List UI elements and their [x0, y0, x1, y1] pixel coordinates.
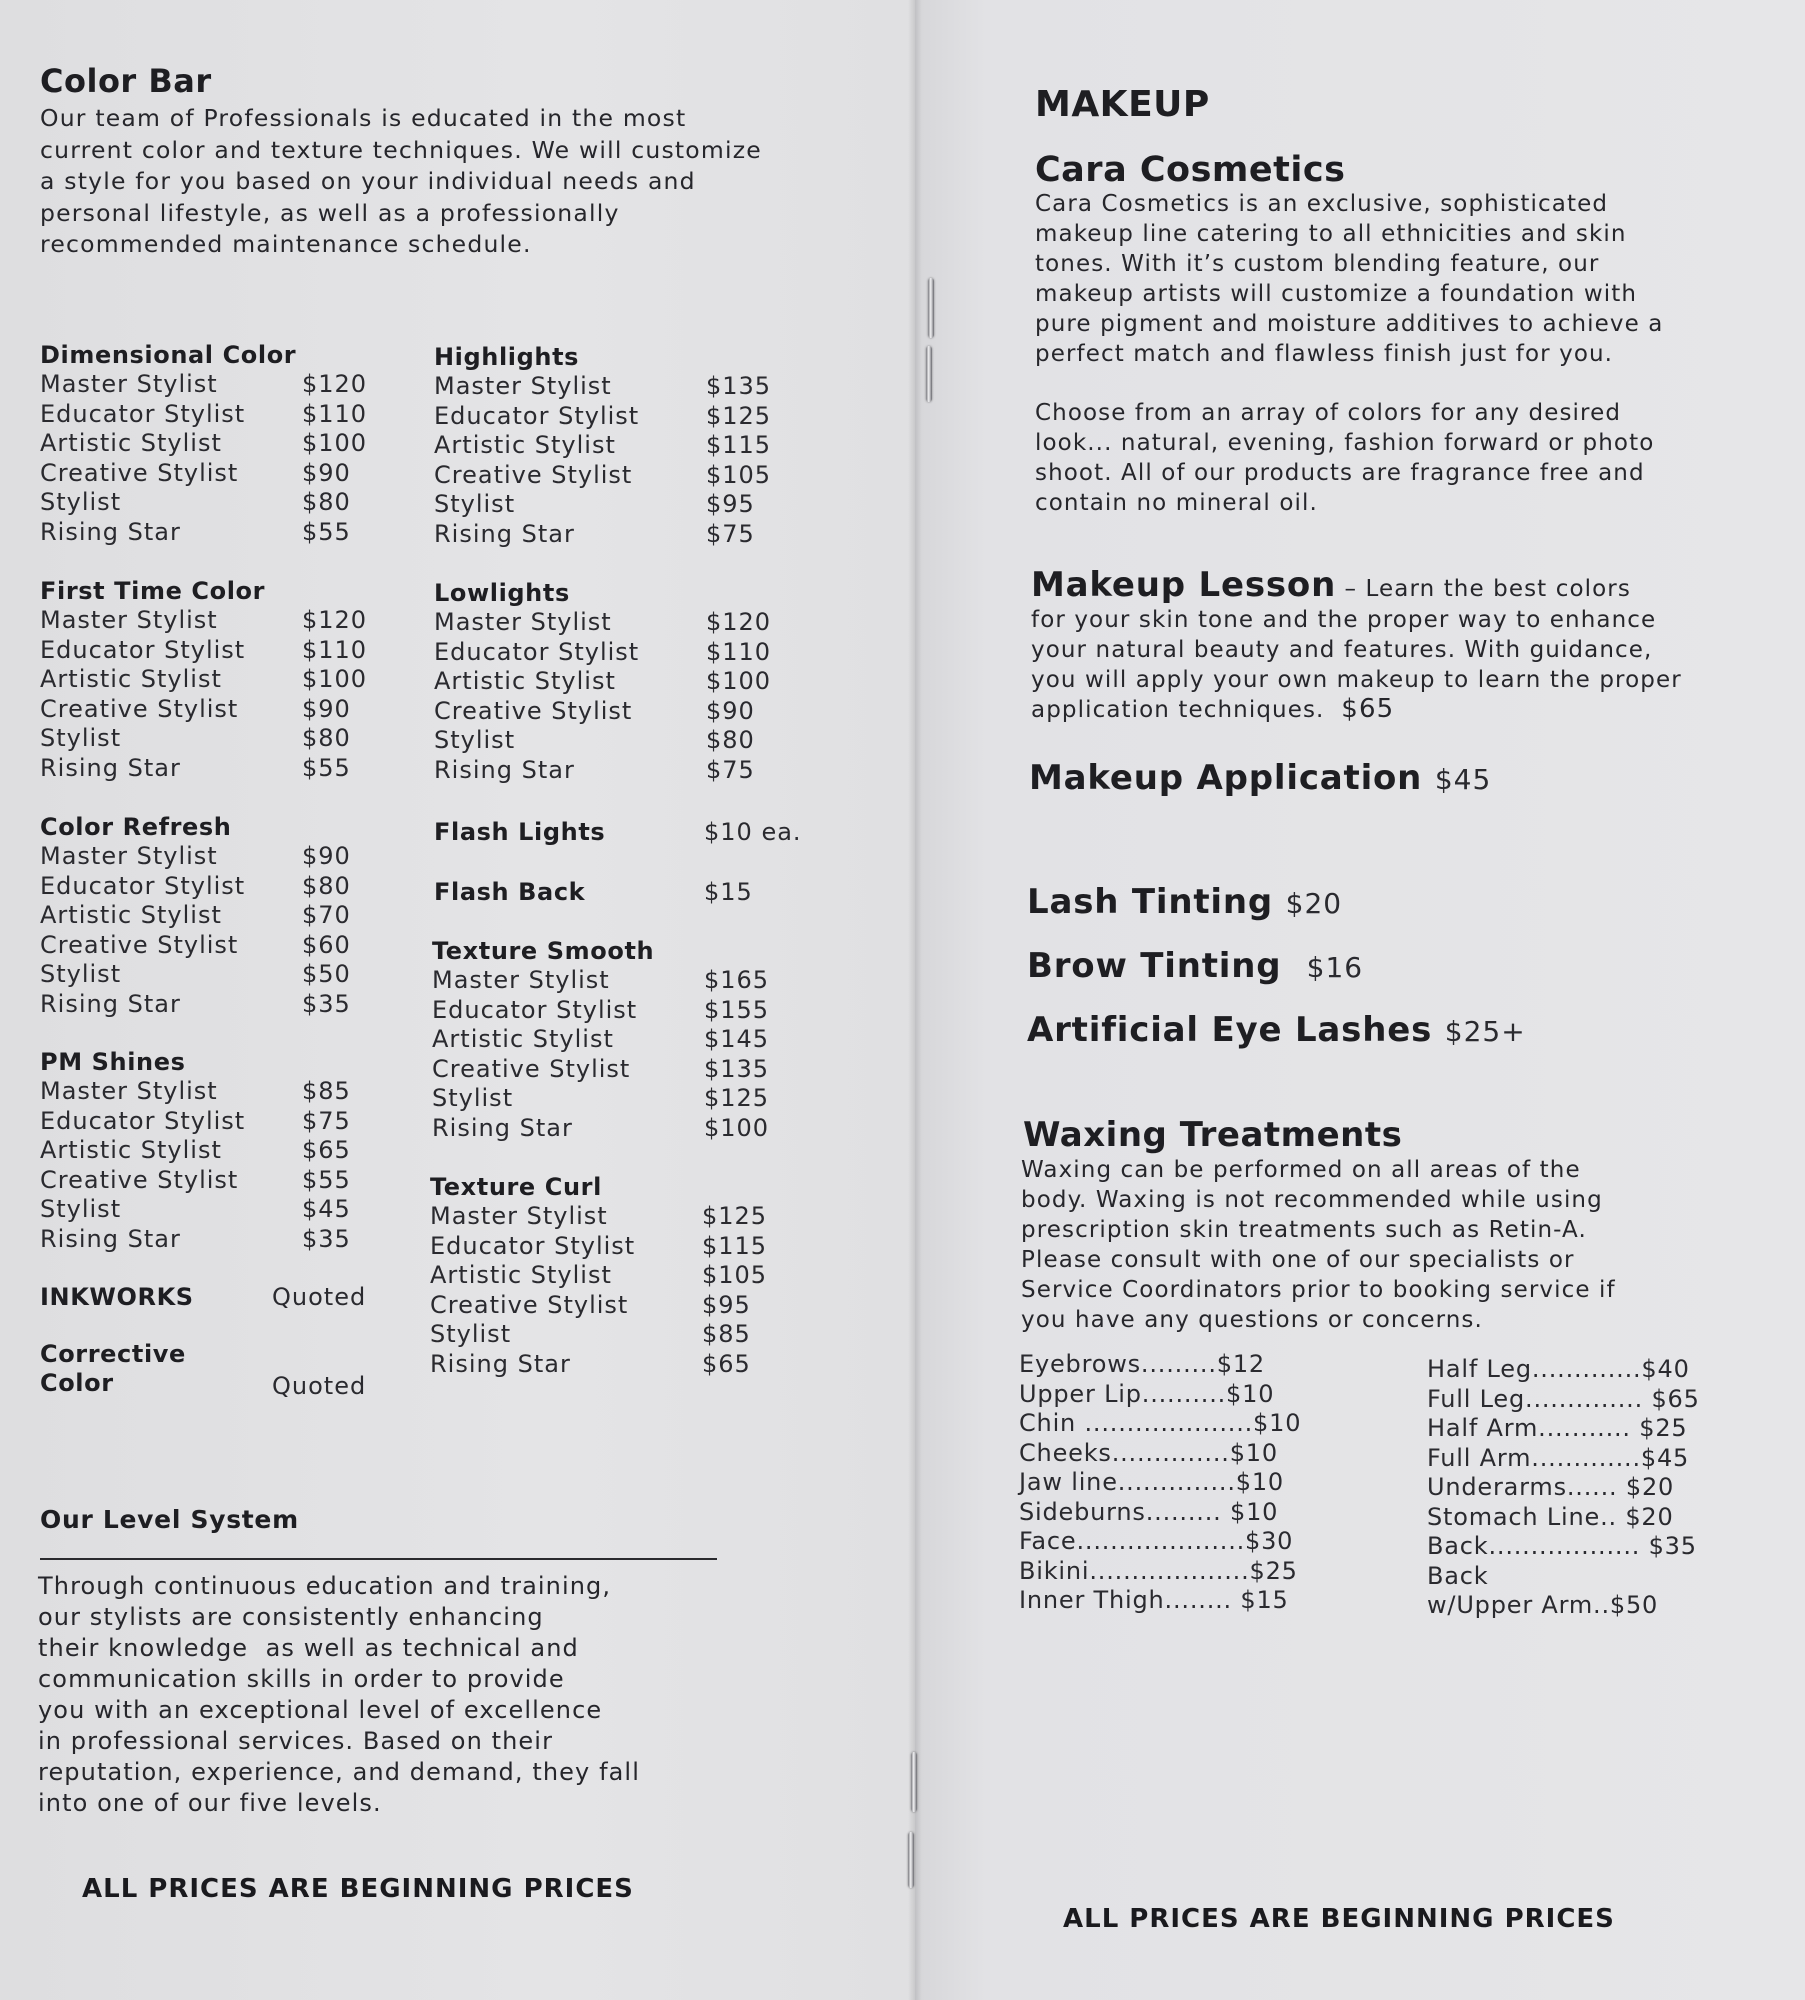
makeup-application-title: Makeup Application [1029, 758, 1423, 798]
level-label: Master Stylist [430, 1202, 608, 1230]
price-row [40, 636, 367, 666]
brow-tinting-price: $16 [1306, 951, 1364, 984]
text-line: makeup artists will customize a foundation with [1035, 281, 1638, 307]
block-title: Lowlights [434, 579, 570, 607]
price-row [40, 1077, 351, 1107]
price-value: $50 [302, 960, 351, 988]
level-label: Creative Stylist [432, 1054, 631, 1083]
color-bar-intro: Our team of Professionals is educated in the most current color and texture techniques. We will customize a style for you based on your individual needs and personal lifestyle, as well as a professionally recommended maintenance schedule. [40, 104, 762, 258]
price-row [40, 459, 367, 489]
right-footer: ALL PRICES ARE BEGINNING PRICES [1063, 1904, 1615, 1934]
price-value: $125 [704, 1084, 770, 1112]
price-row [40, 872, 351, 902]
waxing-item: Cheeks..............$10 [1019, 1438, 1278, 1467]
text-line: into one of our five levels. [38, 1789, 382, 1817]
price-value: $100 [302, 665, 368, 693]
makeup-lesson-text [1031, 605, 1682, 695]
price-row [430, 1291, 767, 1321]
price-value: $65 [702, 1349, 751, 1378]
price-row [434, 726, 771, 756]
block-lowlights [434, 578, 771, 785]
price-value: $135 [704, 1054, 770, 1083]
price-row [432, 1114, 769, 1144]
price-value: $85 [702, 1320, 751, 1348]
waxing-item: Inner Thigh........ $15 [1019, 1586, 1289, 1614]
price-row [432, 996, 769, 1026]
price-row [434, 461, 771, 491]
waxing-item: Full Leg.............. $65 [1427, 1384, 1700, 1413]
text-line: you have any questions or concerns. [1021, 1307, 1483, 1333]
block-title: Highlights [434, 343, 580, 371]
waxing-item: Upper Lip..........$10 [1019, 1379, 1275, 1408]
price-row [40, 960, 351, 990]
waxing-item: Stomach Line.. $20 [1427, 1502, 1674, 1531]
level-label: Educator Stylist [40, 399, 246, 428]
level-label: Artistic Stylist [434, 667, 616, 695]
price-value: $80 [706, 726, 755, 754]
staple-icon [908, 1832, 914, 1888]
price-value: $100 [704, 1113, 770, 1142]
price-value: $90 [302, 694, 351, 723]
block-title: Texture Curl [430, 1173, 602, 1201]
level-label: Educator Stylist [40, 1106, 246, 1135]
text-line: perfect match and flawless finish just for you. [1035, 341, 1614, 367]
price-value: $70 [302, 901, 351, 929]
makeup-title: MAKEUP [1035, 84, 1210, 125]
flash-back-label: Flash Back [434, 878, 586, 906]
cara-title: Cara Cosmetics [1035, 150, 1346, 190]
level-label: Artistic Stylist [40, 429, 222, 457]
price-row [434, 402, 771, 432]
block-title: Color Refresh [40, 813, 232, 841]
waxing-item: Face....................$30 [1019, 1527, 1294, 1555]
price-value: $105 [706, 460, 772, 489]
text-line: Through continuous education and training, [38, 1572, 612, 1600]
price-value: $125 [702, 1202, 768, 1230]
level-label: Stylist [430, 1320, 512, 1348]
price-value: $85 [302, 1077, 351, 1105]
waxing-item: Back [1427, 1561, 1489, 1590]
level-label: Rising Star [40, 753, 181, 782]
waxing-item: Eyebrows.........$12 [1019, 1350, 1265, 1378]
flash-back-value: $15 [704, 878, 753, 906]
waxing-item: Jaw line..............$10 [1019, 1468, 1284, 1496]
price-row [434, 667, 771, 697]
price-value: $80 [302, 488, 351, 516]
flash-lights-label: Flash Lights [434, 818, 606, 846]
text-line: Service Coordinators prior to booking service if [1021, 1277, 1616, 1303]
price-value: $100 [302, 429, 368, 457]
price-value: $80 [302, 871, 351, 900]
price-value: $115 [706, 431, 772, 459]
staple-icon [926, 346, 932, 402]
level-label: Creative Stylist [40, 458, 239, 487]
level-system-divider [40, 1558, 717, 1560]
level-label: Educator Stylist [434, 401, 640, 430]
price-row [40, 665, 367, 695]
waxing-item: Back.................. $35 [1427, 1532, 1697, 1560]
text-line: in professional services. Based on their [38, 1727, 554, 1755]
price-value: $135 [706, 372, 772, 400]
page-fold [908, 0, 922, 2000]
price-row [40, 754, 367, 784]
level-label: Stylist [40, 1195, 122, 1223]
price-row [40, 370, 367, 400]
level-label: Master Stylist [434, 608, 612, 636]
price-row [40, 901, 351, 931]
level-label: Rising Star [434, 755, 575, 784]
corrective-color-value: Quoted [272, 1372, 367, 1400]
waxing-item: Full Arm.............$45 [1427, 1443, 1690, 1472]
level-label: Artistic Stylist [430, 1261, 612, 1289]
block-first-time-color [40, 576, 367, 783]
price-row [430, 1202, 767, 1232]
level-label: Master Stylist [40, 606, 218, 634]
text-line: reputation, experience, and demand, they fall [38, 1758, 640, 1786]
waxing-item: Bikini...................$25 [1019, 1556, 1298, 1585]
artificial-eye-lashes-price: $25+ [1444, 1015, 1526, 1048]
price-row [40, 1136, 351, 1166]
price-row [434, 638, 771, 668]
flash-back-row [434, 878, 753, 906]
level-label: Artistic Stylist [40, 665, 222, 693]
price-value: $75 [706, 519, 755, 548]
price-value: $80 [302, 724, 351, 752]
price-value: $100 [706, 667, 772, 695]
level-label: Rising Star [40, 989, 181, 1018]
price-value: $115 [702, 1231, 768, 1260]
price-row [40, 842, 351, 872]
text-line: Waxing can be performed on all areas of the [1021, 1157, 1581, 1183]
waxing-item: w/Upper Arm..$50 [1427, 1591, 1659, 1619]
corrective-label-line-2: Color [40, 1369, 114, 1397]
waxing-item: Chin ....................$10 [1019, 1409, 1302, 1437]
price-row [434, 372, 771, 402]
price-row [40, 1225, 351, 1255]
level-label: Creative Stylist [430, 1290, 629, 1319]
text-line: for your skin tone and the proper way to enhance [1031, 607, 1657, 633]
price-row [40, 400, 367, 430]
text-line: contain no mineral oil. [1035, 490, 1318, 516]
price-row [434, 697, 771, 727]
staple-icon [928, 278, 934, 338]
price-row [434, 431, 771, 461]
price-value: $75 [302, 1106, 351, 1135]
level-label: Artistic Stylist [40, 901, 222, 929]
block-pm-shines [40, 1047, 351, 1254]
price-row [430, 1350, 767, 1380]
block-highlights [434, 342, 771, 549]
text-line: makeup line catering to all ethnicities and skin [1035, 221, 1627, 247]
text-line: Cara Cosmetics is an exclusive, sophisticated [1035, 191, 1609, 217]
price-value: $55 [302, 1165, 351, 1194]
price-row [40, 1195, 351, 1225]
makeup-lesson-last [1031, 694, 1394, 724]
brow-tinting-title: Brow Tinting [1027, 946, 1282, 986]
level-label: Artistic Stylist [434, 431, 616, 459]
price-value: $125 [706, 401, 772, 430]
price-row [40, 1107, 351, 1137]
level-label: Creative Stylist [40, 1165, 239, 1194]
level-label: Creative Stylist [40, 694, 239, 723]
price-value: $110 [302, 399, 368, 428]
block-color-refresh [40, 812, 351, 1019]
makeup-lesson-last-line: application techniques. [1031, 697, 1325, 723]
level-label: Creative Stylist [434, 696, 633, 725]
price-row [40, 931, 351, 961]
price-row [434, 490, 771, 520]
flash-lights-value: $10 ea. [704, 818, 802, 846]
brow-tinting [1027, 946, 1363, 986]
level-label: Master Stylist [40, 1077, 218, 1105]
price-row [40, 695, 367, 725]
waxing-item: Half Arm........... $25 [1427, 1414, 1688, 1442]
price-value: $95 [706, 490, 755, 518]
waxing-title: Waxing Treatments [1023, 1115, 1403, 1155]
price-row [430, 1232, 767, 1262]
level-label: Stylist [40, 960, 122, 988]
cara-text-2 [1035, 398, 1654, 518]
block-title: Texture Smooth [432, 937, 655, 965]
block-dimensional-color [40, 340, 367, 547]
text-line: their knowledge as well as technical and [38, 1634, 579, 1662]
level-label: Educator Stylist [40, 635, 246, 664]
level-label: Artistic Stylist [432, 1025, 614, 1053]
level-label: Stylist [432, 1084, 514, 1112]
text-line: our stylists are consistently enhancing [38, 1603, 544, 1631]
price-value: $65 [302, 1136, 351, 1164]
left-footer: ALL PRICES ARE BEGINNING PRICES [82, 1874, 634, 1904]
makeup-lesson-first-line: – Learn the best colors [1336, 576, 1631, 602]
level-label: Master Stylist [40, 842, 218, 870]
price-row [434, 756, 771, 786]
price-value: $105 [702, 1261, 768, 1289]
level-label: Rising Star [432, 1113, 573, 1142]
makeup-application [1029, 758, 1491, 798]
corrective-color-label [40, 1340, 186, 1398]
text-line: prescription skin treatments such as Retin-A. [1021, 1217, 1587, 1243]
price-value: $45 [302, 1195, 351, 1223]
waxing-item: Sideburns......... $10 [1019, 1497, 1279, 1526]
level-label: Stylist [40, 724, 122, 752]
text-line: communication skills in order to provide [38, 1665, 565, 1693]
waxing-list-right [1427, 1355, 1700, 1621]
lash-tinting [1027, 882, 1342, 922]
level-label: Stylist [434, 490, 516, 518]
price-row [434, 520, 771, 550]
price-value: $145 [704, 1025, 770, 1053]
price-row [432, 966, 769, 996]
price-row [40, 429, 367, 459]
price-row [434, 608, 771, 638]
block-title: Dimensional Color [40, 341, 297, 369]
price-value: $110 [706, 637, 772, 666]
block-title: First Time Color [40, 577, 266, 605]
makeup-lesson-price: $65 [1341, 694, 1395, 724]
price-value: $90 [706, 696, 755, 725]
artificial-eye-lashes [1027, 1010, 1526, 1050]
price-value: $55 [302, 753, 351, 782]
waxing-item: Underarms...... $20 [1427, 1473, 1675, 1501]
right-page [915, 0, 1805, 2000]
text-line: pure pigment and moisture additives to achieve a [1035, 311, 1664, 337]
level-label: Master Stylist [432, 966, 610, 994]
level-label: Creative Stylist [434, 460, 633, 489]
price-value: $60 [302, 930, 351, 959]
level-label: Rising Star [434, 519, 575, 548]
price-value: $120 [302, 370, 368, 398]
price-row [40, 488, 367, 518]
level-label: Rising Star [40, 517, 181, 546]
level-system-title: Our Level System [40, 1505, 299, 1534]
level-label: Creative Stylist [40, 930, 239, 959]
text-line: Please consult with one of our specialists or [1021, 1247, 1575, 1273]
price-row [40, 724, 367, 754]
level-label: Educator Stylist [430, 1231, 636, 1260]
price-row [432, 1025, 769, 1055]
text-line: shoot. All of our products are fragrance free and [1035, 460, 1645, 486]
price-value: $55 [302, 517, 351, 546]
makeup-lesson [1031, 565, 1631, 605]
artificial-eye-lashes-title: Artificial Eye Lashes [1027, 1010, 1433, 1050]
block-texture-curl [430, 1172, 767, 1379]
inkworks-label: INKWORKS [40, 1283, 194, 1311]
makeup-application-price: $45 [1434, 763, 1492, 796]
level-label: Master Stylist [434, 372, 612, 400]
text-line: tones. With it’s custom blending feature, our [1035, 251, 1600, 277]
text-line: you will apply your own makeup to learn the proper [1031, 667, 1682, 693]
waxing-text [1021, 1155, 1616, 1335]
inkworks-value: Quoted [272, 1283, 367, 1311]
waxing-item: Half Leg.............$40 [1427, 1355, 1690, 1383]
level-label: Educator Stylist [432, 995, 638, 1024]
level-label: Educator Stylist [40, 871, 246, 900]
lash-tinting-title: Lash Tinting [1027, 882, 1273, 922]
color-bar-title: Color Bar [40, 62, 212, 100]
price-row [40, 518, 367, 548]
text-line: Choose from an array of colors for any desired [1035, 400, 1622, 426]
level-system-text [38, 1571, 640, 1819]
price-row [430, 1261, 767, 1291]
level-label: Rising Star [40, 1224, 181, 1253]
price-value: $35 [302, 1224, 351, 1253]
level-label: Stylist [40, 488, 122, 516]
block-texture-smooth [432, 936, 769, 1143]
cara-text [1035, 189, 1663, 369]
flash-lights-row [434, 818, 802, 846]
inkworks-row [40, 1283, 366, 1311]
price-value: $110 [302, 635, 368, 664]
price-value: $165 [704, 966, 770, 994]
block-title: PM Shines [40, 1048, 186, 1076]
price-value: $90 [302, 842, 351, 870]
makeup-lesson-title: Makeup Lesson [1031, 565, 1337, 605]
price-row [432, 1084, 769, 1114]
price-value: $75 [706, 755, 755, 784]
text-line: body. Waxing is not recommended while using [1021, 1187, 1603, 1213]
corrective-label-line-1: Corrective [40, 1340, 186, 1368]
price-value: $120 [302, 606, 368, 634]
staple-icon [911, 1752, 917, 1812]
level-label: Master Stylist [40, 370, 218, 398]
level-label: Artistic Stylist [40, 1136, 222, 1164]
price-row [430, 1320, 767, 1350]
text-line: look... natural, evening, fashion forward or photo [1035, 430, 1655, 456]
price-value: $90 [302, 458, 351, 487]
text-line: your natural beauty and features. With guidance, [1031, 637, 1653, 663]
level-label: Rising Star [430, 1349, 571, 1378]
price-row [40, 990, 351, 1020]
price-row [432, 1055, 769, 1085]
lash-tinting-price: $20 [1285, 887, 1343, 920]
price-value: $95 [702, 1290, 751, 1319]
level-label: Stylist [434, 726, 516, 754]
price-value: $35 [302, 989, 351, 1018]
price-value: $155 [704, 995, 770, 1024]
price-value: $120 [706, 608, 772, 636]
level-label: Educator Stylist [434, 637, 640, 666]
price-row [40, 1166, 351, 1196]
waxing-list-left [1019, 1350, 1301, 1616]
price-row [40, 606, 367, 636]
text-line: you with an exceptional level of excellence [38, 1696, 603, 1724]
